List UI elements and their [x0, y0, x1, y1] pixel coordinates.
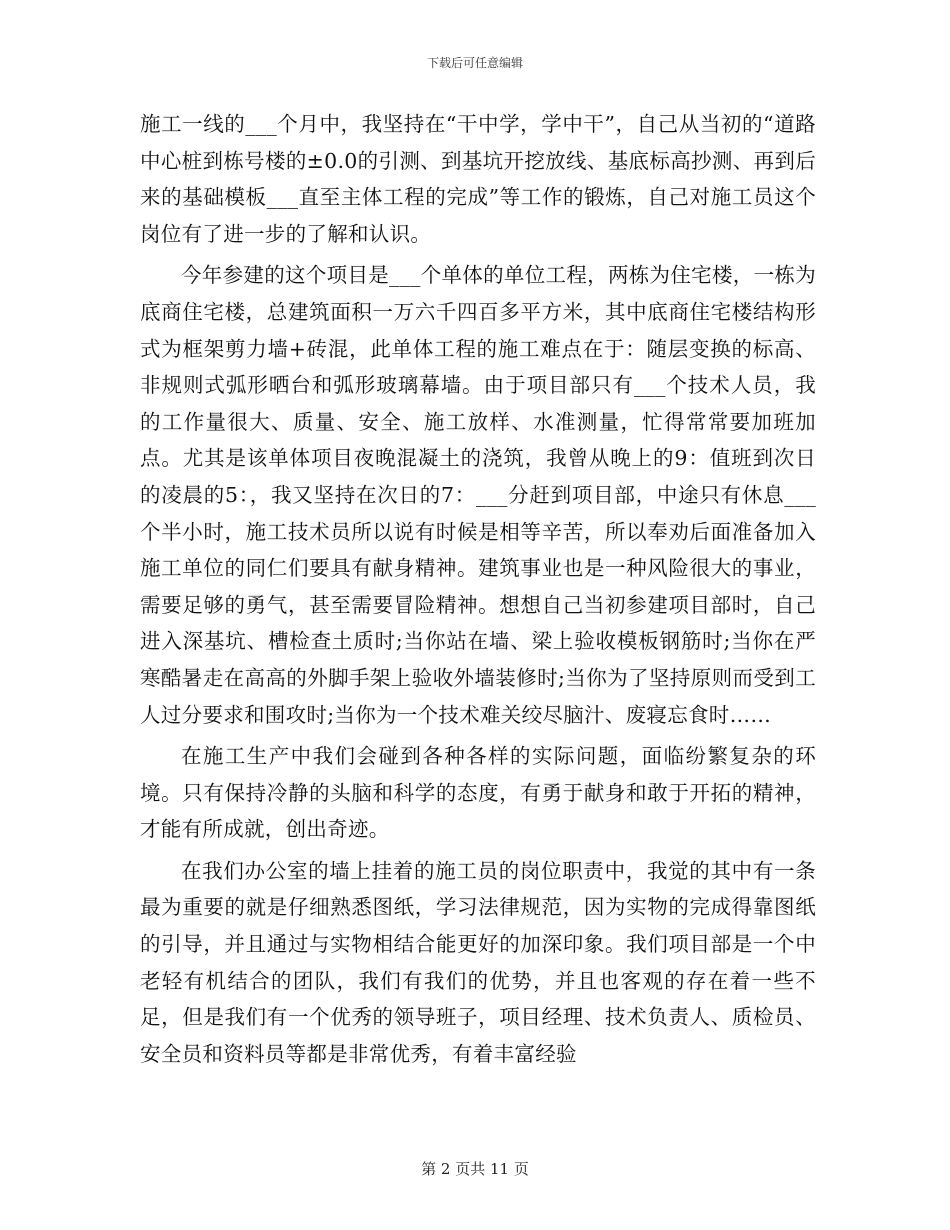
paragraph-project-overview: 今年参建的这个项目是___个单体的单位工程，两栋为住宅楼，一栋为底商住宅楼，总建筑面积一万六千四百多平方米，其中底商住宅楼结构形式为框架剪力墙+砖混，此单体工程的施工难点在于：随层变换的标高、非规则式弧形晒台和弧形玻璃幕墙。由于项目部只有___个技术人员，我的工作量很大、质量、安全、施工放样、水准测量，忙得常常要加班加点。尤其是该单体项目夜晚混凝土的浇筑，我曾从晚上的9：值班到次日的凌晨的5：，我又坚持在次日的7：___分赶到项目部，中途只有休息___个半小时，施工技术员所以说有时候是相等辛苦，所以奉劝后面准备加入施工单位的同仁们要具有献身精神。建筑事业也是一种风险很大的事业，需要足够的勇气，甚至需要冒险精神。想想自己当初参建项目部时，自己进入深基坑、槽检查土质时;当你站在墙、梁上验收模板钢筋时;当你在严寒酷暑走在高高的外脚手架上验收外墙装修时;当你为了坚持原则而受到工人过分要求和围攻时;当你为一个技术难关绞尽脑汁、废寝忘食时……	[140, 263, 816, 727]
page-header-note: 下载后可任意编辑	[426, 56, 523, 70]
paragraph-construction-problems: 在施工生产中我们会碰到各种各样的实际问题，面临纷繁复杂的环境。只有保持冷静的头脑和科学的态度，有勇于献身和敢于开拓的精神，才能有所成就，创出奇迹。	[140, 744, 816, 842]
paragraph-continuation: 施工一线的___个月中，我坚持在“干中学，学中干”，自己从当初的“道路中心桩到栋号楼的±0.0的引测、到基坑开挖放线、基底标高抄测、再到后来的基础模板___直至主体工程的完成”等工作的锻炼，自己对施工员这个岗位有了进一步的了解和认识。	[140, 112, 816, 246]
paragraph-office-duties: 在我们办公室的墙上挂着的施工员的岗位职责中，我觉的其中有一条最为重要的就是仔细熟悉图纸，学习法律规范，因为实物的完成得靠图纸的引导，并且通过与实物相结合能更好的加深印象。我们项目部是一个中老轻有机结合的团队，我们有我们的优势，并且也客观的存在着一些不足，但是我们有一个优秀的领导班子，项目经理、技术负责人、质检员、安全员和资料员等都是非常优秀，有着丰富经验	[140, 858, 816, 1066]
document-body	[140, 106, 816, 1077]
page-number-footer: 第 2 页共 11 页	[421, 1160, 529, 1178]
